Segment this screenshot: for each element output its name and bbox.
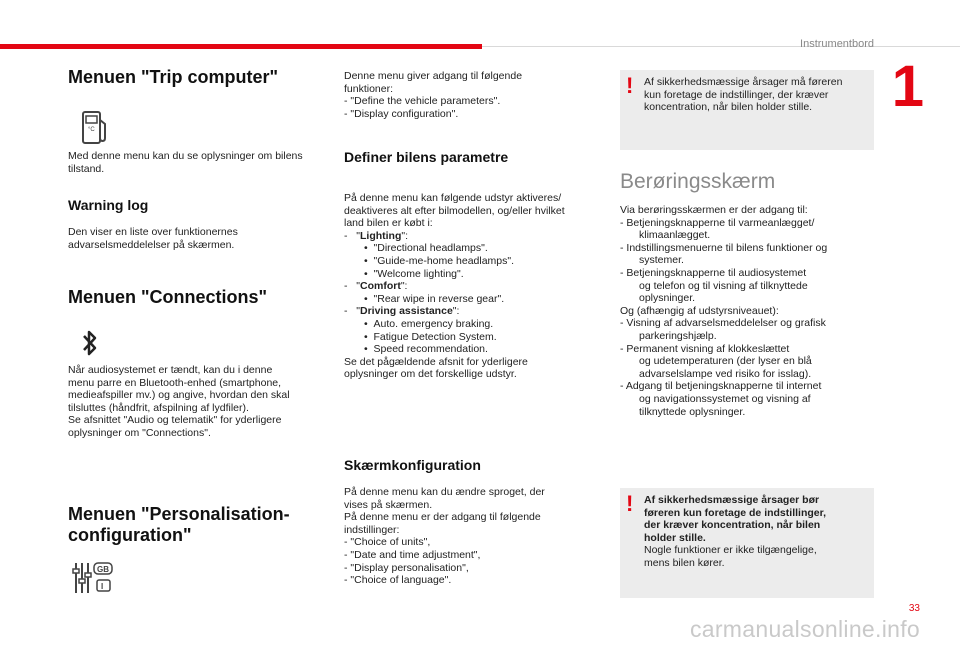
language-badge: GB <box>97 565 109 574</box>
safety-warning-box-1 <box>620 70 874 150</box>
touchscreen-line: - Indstillingsmenuerne til bilens funktioner og <box>620 241 828 254</box>
chapter-number: 1 <box>891 54 924 119</box>
screen-config-text: På denne menu kan du ændre sproget, der vises på skærmen. På denne menu er der adgang til følgende indstillinger: - "Choice of units", - "Date and time adjustment", - "Display personalisation", - "Choice of language". <box>344 486 545 587</box>
settings-sliders-icon <box>72 560 114 596</box>
define-parameters-title: Definer bilens parametre <box>344 149 509 165</box>
trip-computer-text: Med denne menu kan du se oplysninger om bilens tilstand. <box>68 150 303 175</box>
section-heading: Instrumentbord <box>800 38 874 50</box>
touchscreen-line: Og (afhængig af udstyrsniveauet): <box>620 304 779 317</box>
connections-title: Menuen "Connections" <box>68 287 268 307</box>
bluetooth-icon <box>80 327 100 359</box>
touchscreen-line: og udetemperaturen (der lyser en blå <box>639 355 812 368</box>
warning-icon: ! <box>626 491 634 516</box>
touchscreen-title: Berøringsskærm <box>620 170 776 193</box>
warning-log-text: Den viser en liste over funktionernes advarselsmeddelelser på skærmen. <box>68 226 238 251</box>
header-red-rule <box>0 44 482 49</box>
page-number: 33 <box>908 603 920 614</box>
personalisation-title: Menuen "Personalisation- configuration" <box>68 504 290 545</box>
warning-text-2: Af sikkerhedsmæssige årsager bør føreren kun foretage de indstillinger, der kræver koncentration, når bilen holder stille. Nogle funktioner er ikke tilgængelige, mens bilen kører. <box>644 494 827 569</box>
svg-text:°C: °C <box>88 127 95 133</box>
touchscreen-line: - Permanent visning af klokkeslættet <box>620 342 790 355</box>
touchscreen-line: og telefon og til visning af tilknyttede <box>639 279 808 292</box>
touchscreen-line: - Betjeningsknapperne til audiosystemet <box>620 266 807 279</box>
header-grey-rule <box>482 46 960 47</box>
menu-intro-text: Denne menu giver adgang til følgende funktioner: - "Define the vehicle parameters". - "Display configuration". <box>344 70 523 120</box>
warning-text-1: Af sikkerhedsmæssige årsager må føreren kun foretage de indstillinger, der kræver koncentration, når bilen holder stille. <box>644 76 843 114</box>
fuel-pump-icon <box>80 110 110 146</box>
touchscreen-line: klimaanlægget. <box>639 229 711 242</box>
touchscreen-line: tilknyttede oplysninger. <box>639 405 746 418</box>
touchscreen-line: oplysninger. <box>639 292 696 305</box>
touchscreen-line: advarselslampe ved risiko for isslag). <box>639 367 812 380</box>
screen-config-title: Skærmkonfiguration <box>344 457 481 473</box>
touchscreen-line: - Betjeningsknapperne til varmeanlægget/ <box>620 216 815 229</box>
connections-text: Når audiosystemet er tændt, kan du i denne menu parre en Bluetooth-enhed (smartphone, medieafspiller mv.) og angive, hvordan den skal tilsluttes (håndfrit, afspilning af lydfiler). Se afsnittet "Audio og telematik" for yderligere oplysninger om "Connections". <box>68 364 290 439</box>
touchscreen-line: - Adgang til betjeningsknapperne til internet <box>620 380 822 393</box>
touchscreen-line: og navigationssystemet og visning af <box>639 392 811 405</box>
safety-warning-box-2 <box>620 488 874 598</box>
touchscreen-line: parkeringshjælp. <box>639 329 717 342</box>
warning-log-title: Warning log <box>68 197 149 213</box>
info-letter: I <box>101 582 104 591</box>
touchscreen-line: systemer. <box>639 254 684 267</box>
touchscreen-text <box>620 204 876 418</box>
touchscreen-line: - Visning af advarselsmeddelelser og grafisk <box>620 317 826 330</box>
trip-computer-title: Menuen "Trip computer" <box>68 67 279 87</box>
warning-icon: ! <box>626 73 634 98</box>
define-parameters-text: På denne menu kan følgende udstyr aktiveres/ deaktiveres alt efter bilmodellen, og/eller hvilket land bilen er købt i: - "Lighting": • "Directional headlamps". • "Guide-me-home headlamps". • "Welcome lighting". - "Comfort": • "Rear wipe in reverse gear". - "Driving assistance": • Auto. emergency braking. • Fatigue Detection System. • Speed recommendation. Se det pågældende afsnit for yderligere oplysninger om det forskellige udstyr. <box>344 192 565 381</box>
watermark: carmanualsonline.info <box>689 616 920 642</box>
touchscreen-line: Via berøringsskærmen er der adgang til: <box>620 204 808 216</box>
